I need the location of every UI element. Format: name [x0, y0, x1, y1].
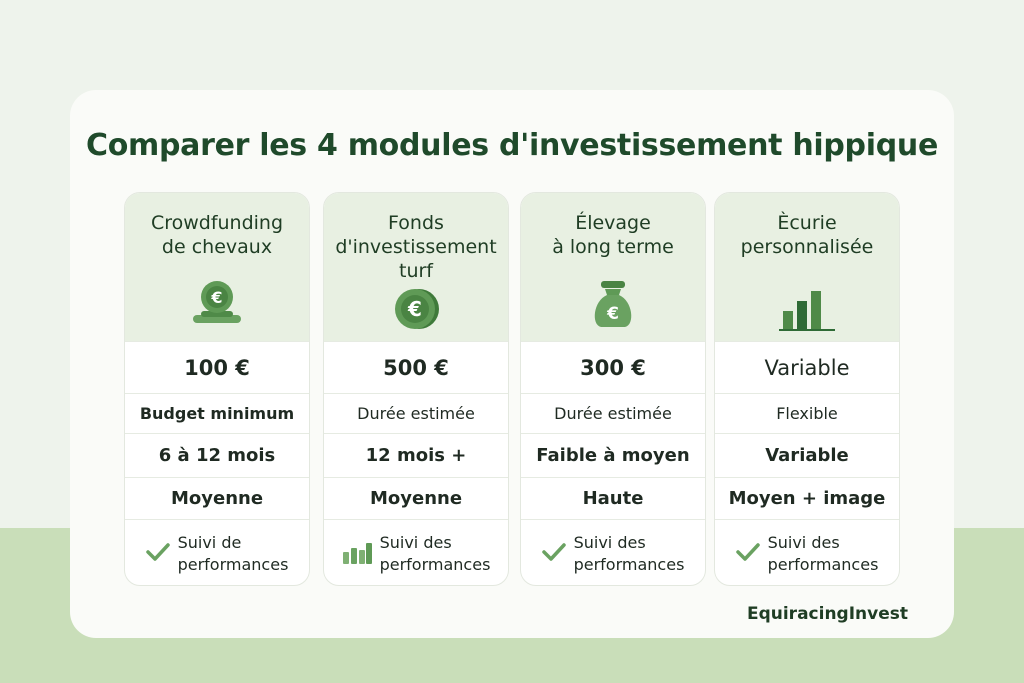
- money-bag-euro-icon: [589, 279, 637, 333]
- module-card-crowdfunding[interactable]: [124, 192, 310, 586]
- follow-label: Suivi des performances: [767, 532, 879, 574]
- bar-chart-icon: [779, 285, 835, 335]
- euro-coin-icon: [392, 287, 440, 335]
- row-4-cell: Moyenne: [324, 477, 508, 519]
- coin-stack-euro-icon: [191, 279, 243, 329]
- module-card-elevage[interactable]: [520, 192, 706, 586]
- module-card-ecurie[interactable]: [714, 192, 900, 586]
- card-title: Fonds d'investissement turf: [335, 212, 497, 282]
- row-4-cell: Moyenne: [125, 477, 309, 519]
- card-title: Crowdfunding de chevaux: [150, 212, 284, 258]
- svg-text:€: €: [607, 304, 619, 324]
- row-3-cell: 6 à 12 mois: [125, 433, 309, 477]
- follow-cell: [324, 519, 508, 586]
- row-3-cell: Faible à moyen: [521, 433, 705, 477]
- row-4-cell: Moyen + image: [715, 477, 899, 519]
- row-2-cell: Budget minimum: [125, 393, 309, 433]
- follow-cell: [521, 519, 705, 586]
- brand-logo-text: EquiracingInvest: [746, 604, 908, 624]
- row-2-cell: Durée estimée: [521, 393, 705, 433]
- follow-cell: [715, 519, 899, 586]
- card-header: [324, 193, 508, 341]
- check-icon: [542, 542, 566, 566]
- price-cell: 500 €: [324, 341, 508, 393]
- row-4-cell: Haute: [521, 477, 705, 519]
- comparison-panel: [70, 90, 954, 638]
- module-card-fonds[interactable]: [323, 192, 509, 586]
- check-icon: [736, 542, 760, 566]
- svg-text:€: €: [408, 297, 422, 321]
- page-title: Comparer les 4 modules d'investissement hippique: [85, 128, 938, 163]
- svg-text:€: €: [211, 288, 223, 307]
- card-header: [521, 193, 705, 341]
- follow-label: Suivi de performances: [177, 532, 289, 574]
- check-icon: [146, 542, 170, 566]
- card-header: [125, 193, 309, 341]
- card-title: Ècurie personnalisée: [740, 212, 874, 258]
- bar-chart-icon: [342, 540, 372, 568]
- row-3-cell: 12 mois +: [324, 433, 508, 477]
- row-3-cell: Variable: [715, 433, 899, 477]
- row-2-cell: Flexible: [715, 393, 899, 433]
- row-2-cell: Durée estimée: [324, 393, 508, 433]
- price-cell: 100 €: [125, 341, 309, 393]
- follow-cell: [125, 519, 309, 586]
- follow-label: Suivi des performances: [573, 532, 685, 574]
- price-cell: Variable: [715, 341, 899, 393]
- follow-label: Suivi des performances: [379, 532, 491, 574]
- card-header: [715, 193, 899, 341]
- card-title: Élevage à long terme: [552, 212, 674, 258]
- price-cell: 300 €: [521, 341, 705, 393]
